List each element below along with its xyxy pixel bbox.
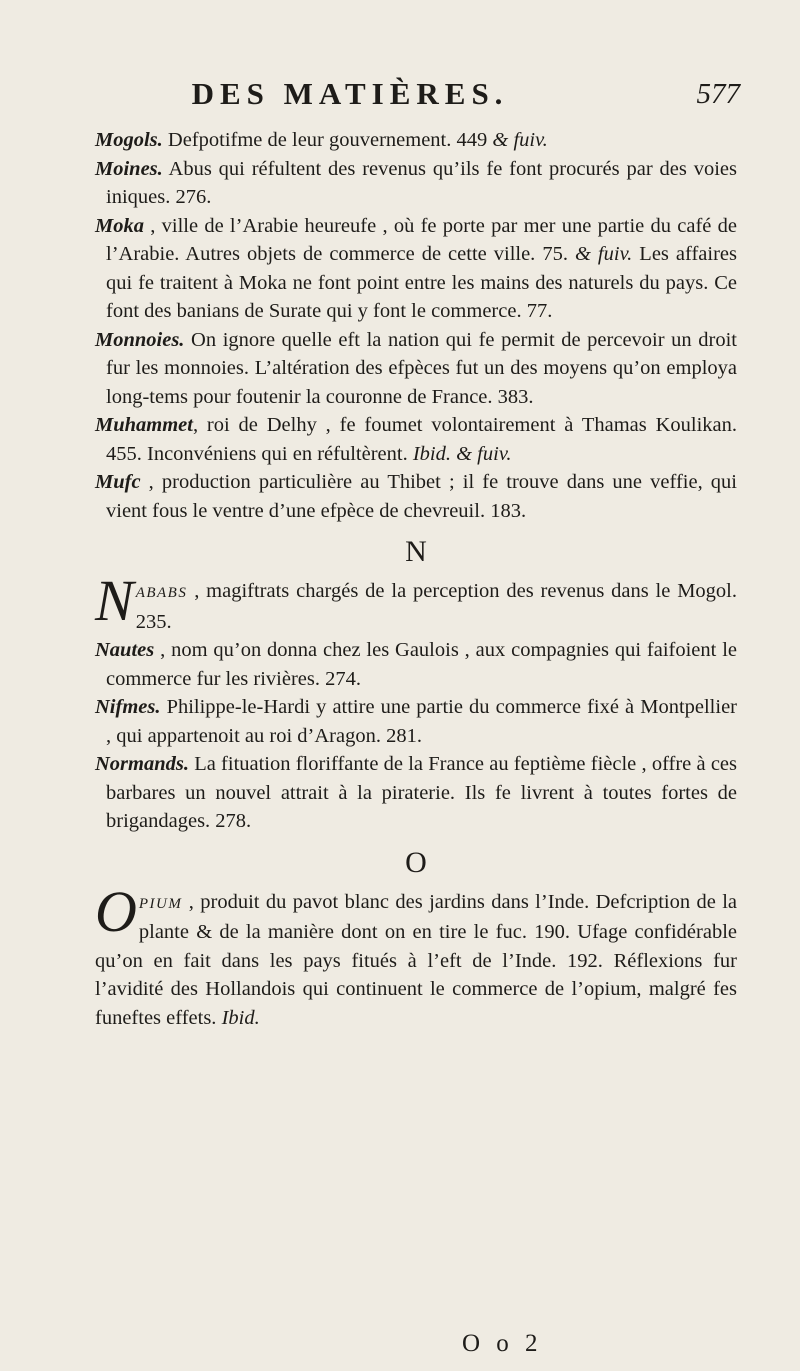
entry-term: Monnoies. [95, 328, 185, 351]
index-entry-moines [95, 155, 737, 212]
entry-text: , magiftrats chargés de la perception des revenus dans le Mogol. 235. [135, 580, 737, 633]
printer-signature: O o 2 [462, 1330, 543, 1357]
index-entry-monnoies [95, 326, 737, 412]
index-entry-muhammet [95, 411, 737, 468]
entry-term: Nautes [95, 639, 155, 661]
entry-ref: Ibid. & fuiv. [412, 442, 512, 465]
entry-term: Moka [95, 214, 144, 237]
entry-term: Muhammet [95, 414, 193, 436]
entry-text: Defpotifme de leur gouvernement. 449 [162, 129, 493, 151]
entry-text: On ignore quelle eft la nation qui fe permit de percevoir un droit fur les monnoies. L’altération des efpèces fut un des moyens qu’on employa long-tems pour foutenir la couronne de France. 383. [106, 328, 737, 408]
page-number: 577 [696, 78, 740, 110]
entry-text: La fituation floriffante de la France au feptième fiècle , offre à ces barbares un nouvel attrait à la piraterie. Ils fe livrent à toutes fortes de brigandages. 278. [106, 753, 737, 832]
entry-term: Moines. [95, 157, 163, 180]
index-entry-nifmes [95, 693, 737, 750]
drop-cap: O [95, 878, 137, 944]
index-entry-opium [95, 878, 737, 1033]
entry-text: , produit du pavot blanc des jardins dans l’Inde. Defcription de la plante & de la manière dont on en tire le fuc. 190. Ufage confidérable qu’on en fait dans les pays fitués à l’eft de l’Inde. 192. Réflexions fur l’avidité des Hollandois qui continuent le commerce de l’opium, malgré fes funeftes effets. [95, 890, 737, 1029]
entry-text: , ville de l’Arabie heureufe , où fe porte par mer une partie du café de l’Arabie. Autres objets de commerce de cette ville. 75. [106, 214, 737, 265]
entry-text: , nom qu’on donna chez les Gaulois , aux compagnies qui faifoient le commerce fur les rivières. 274. [106, 639, 737, 690]
index-entry-mogols [95, 126, 737, 155]
entry-text-tail: Les affaires qui fe traitent à Moka ne font point entre les mains des naturels du pays. Ce font des banians de Surate qui y font le commerce. 77. [106, 243, 737, 322]
index-entry-nababs [95, 568, 737, 636]
running-title: DES MATIÈRES. [191, 76, 509, 111]
entry-text: Abus qui réfultent des revenus qu’ils fe font procurés par des voies iniques. 276. [106, 157, 737, 208]
entry-ref: & fuiv. [574, 243, 633, 265]
index-entry-moka [95, 212, 737, 326]
index-entry-mufc [95, 468, 737, 525]
drop-cap: N [95, 568, 134, 633]
entry-term: Nifmes. [95, 696, 161, 718]
entry-ref: & fuiv. [492, 129, 548, 151]
entry-ref: Ibid. [221, 1006, 260, 1029]
entry-text: , production particulière au Thibet ; il fe trouve dans une veffie, qui vient fous le ventre d’une efpèce de chevreuil. 183. [106, 471, 737, 522]
section-letter-o: O [405, 845, 427, 879]
entry-term: ABABS [135, 585, 188, 601]
index-entry-nautes [95, 636, 737, 693]
entry-term: Normands. [95, 753, 189, 775]
index-entry-normands [95, 750, 737, 836]
entry-term: Mogols. [95, 129, 163, 151]
entry-term: Mufc [95, 471, 141, 493]
section-letter-n: N [405, 535, 427, 568]
entry-text: Philippe-le-Hardi y attire une partie du commerce fixé à Montpellier , qui appartenoit au roi d’Aragon. 281. [106, 696, 737, 747]
page-header [0, 76, 800, 116]
index-content [95, 126, 737, 1032]
entry-text: , roi de Delhy , fe foumet volontairement à Thamas Koulikan. 455. Inconvéniens qui en réfultèrent. [106, 414, 737, 465]
entry-term: PIUM [138, 895, 183, 912]
